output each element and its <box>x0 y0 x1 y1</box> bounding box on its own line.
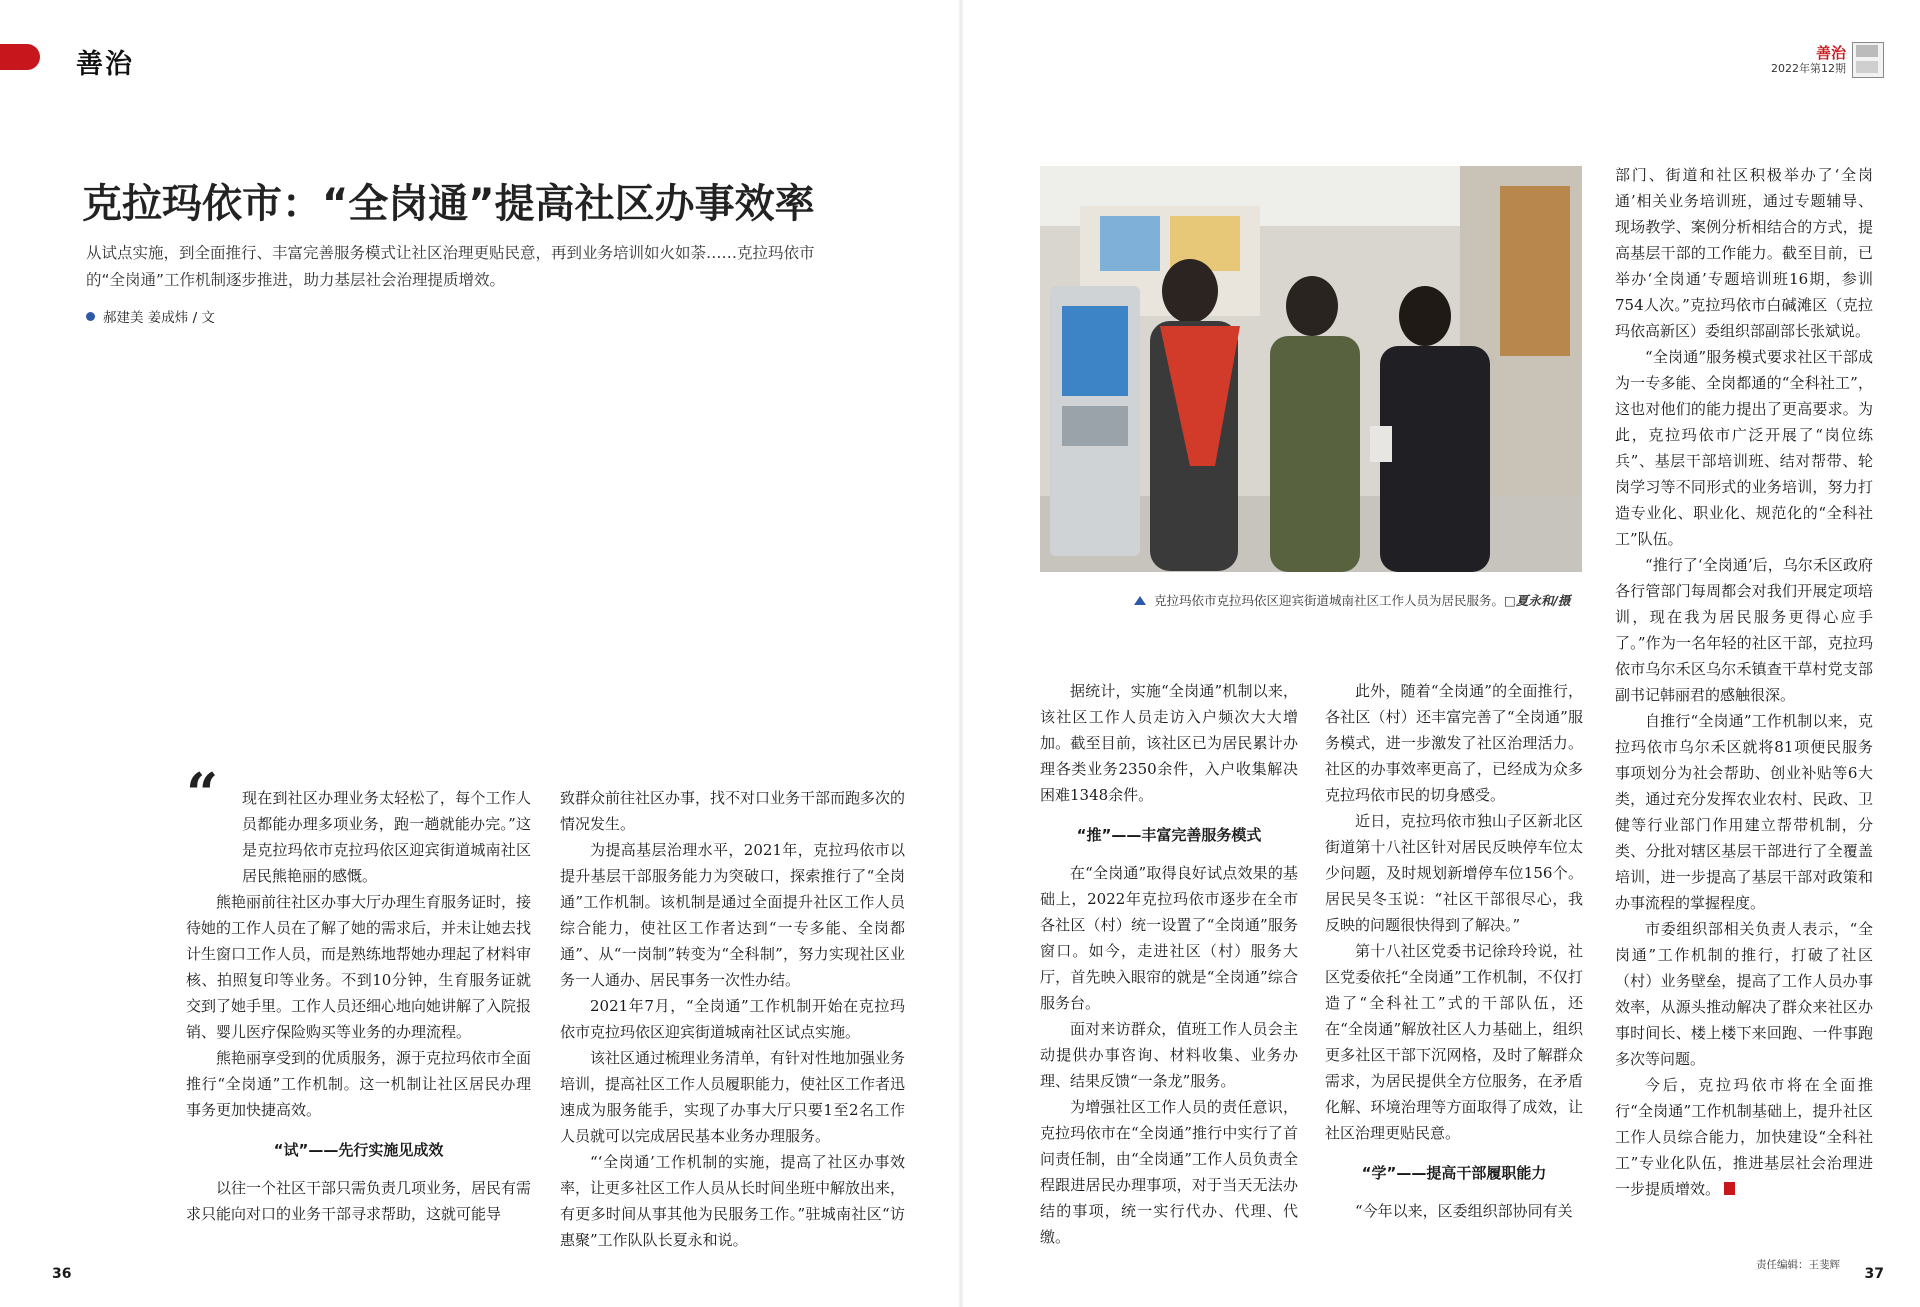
paragraph-text: 今后，克拉玛依市将在全面推行“全岗通”工作机制基础上，提升社区工作人员综合能力，加快建设“全科社工”专业化队伍，推进基层社会治理进一步提质增效。 <box>1615 1076 1873 1198</box>
page-number-left: 36 <box>52 1266 72 1282</box>
paragraph: 熊艳丽前往社区办事大厅办理生育服务证时，接待她的工作人员在了解了她的需求后，并未让她去找计生窗口工作人员，而是熟练地帮她办理起了材料审核、拍照复印等业务。不到10分钟，生育服务证就交到了她手里。工作人员还细心地向她讲解了入院报销、婴儿医疗保险购买等业务的办理流程。 <box>186 893 532 1041</box>
paragraph: 2021年7月，“全岗通”工作机制开始在克拉玛依市克拉玛依区迎宾街道城南社区试点实施。 <box>560 997 905 1041</box>
bullet-icon <box>86 312 95 321</box>
column-1 <box>186 785 531 1227</box>
column-5 <box>1615 162 1873 1202</box>
subheading: “推”——丰富完善服务模式 <box>1076 826 1262 844</box>
paragraph: 部门、街道和社区积极举办了‘全岗通’相关业务培训班，通过专题辅导、现场教学、案例分析相结合的方式，提高基层干部的工作能力。截至目前，已举办‘全岗通’专题培训班16期，参训754人次。”克拉玛依市白碱滩区（克拉玛依高新区）委组织部副部长张斌说。 <box>1615 166 1873 340</box>
photo-illustration <box>1040 166 1582 572</box>
paragraph <box>1615 1072 1873 1202</box>
byline-text: 郝建美 姜成炜 / 文 <box>103 310 215 326</box>
paragraph: “推行了‘全岗通’后，乌尔禾区政府各行管部门每周都会对我们开展定项培训，现在我为居民服务更得心应手了。”作为一名年轻的社区干部，克拉玛依市乌尔禾区乌尔禾镇查干草村党支部副书记韩丽君的感触很深。 <box>1615 556 1873 704</box>
section-label: 善治 <box>76 49 134 80</box>
quote-mark-icon: “ <box>186 761 219 827</box>
caption-triangle-icon <box>1134 596 1146 605</box>
article-photo <box>1040 166 1582 572</box>
paragraph: 在“全岗通”取得良好试点效果的基础上，2022年克拉玛依市逐步在全市各社区（村）统一设置了“全岗通”服务窗口。如今，走进社区（村）服务大厅，首先映入眼帘的就是“全岗通”综合服务台。 <box>1040 864 1298 1012</box>
caption-text: 克拉玛依市克拉玛依区迎宾街道城南社区工作人员为居民服务。 <box>1154 593 1505 608</box>
article-title: 克拉玛依市：“全岗通”提高社区办事效率 <box>82 181 815 227</box>
magazine-logo-icon <box>1852 42 1884 78</box>
paragraph: 致群众前往社区办事，找不对口业务干部而跑多次的情况发生。 <box>560 789 906 833</box>
photo-caption <box>1134 591 1570 609</box>
paragraph: 第十八社区党委书记徐玲玲说，社区党委依托“全岗通”工作机制，不仅打造了“全科社工”式的干部队伍，还在“全岗通”解放社区人力基础上，组织更多社区干部下沉网格，及时了解群众需求，为居民提供全方位服务，在矛盾化解、环境治理等方面取得了成效，让社区治理更贴民意。 <box>1325 942 1583 1142</box>
paragraph: 为提高基层治理水平，2021年，克拉玛依市以提升基层干部服务能力为突破口，探索推行了“全岗通”工作机制。该机制是通过全面提升社区工作人员综合能力，使社区工作者达到“一专多能、全岗都通”、从“一岗制”转变为“全科制”，努力实现社区业务一人通办、居民事务一次性办结。 <box>560 841 905 989</box>
article-lead: 从试点实施，到全面推行、丰富完善服务模式让社区治理更贴民意，再到业务培训如火如荼……克拉玛依市的“全岗通”工作机制逐步推进，助力基层社会治理提质增效。 <box>86 244 815 289</box>
column-4 <box>1325 678 1583 1224</box>
magazine-header-right <box>1694 42 1884 82</box>
paragraph: 市委组织部相关负责人表示，“全岗通”工作机制的推行，打破了社区（村）业务壁垒，提高了工作人员办事效率，从源头推动解决了群众来社区办事时间长、楼上楼下来回跑、一件事跑多次等问题。 <box>1615 920 1873 1068</box>
byline <box>86 306 215 326</box>
paragraph: 现在到社区办理业务太轻松了，每个工作人员都能办理多项业务，跑一趟就能办完。”这是克拉玛依市克拉玛依区迎宾街道城南社区居民熊艳丽的感慨。 <box>242 789 531 885</box>
section-tab-marker <box>0 44 40 70</box>
end-mark-icon <box>1724 1182 1735 1195</box>
paragraph: 该社区通过梳理业务清单，有针对性地加强业务培训，提高社区工作人员履职能力，使社区工作者迅速成为服务能手，实现了办事大厅只要1至2名工作人员就可以完成居民基本业务办理服务。 <box>560 1049 906 1145</box>
subheading: “学”——提高干部履职能力 <box>1361 1164 1547 1182</box>
paragraph: 此外，随着“全岗通”的全面推行，各社区（村）还丰富完善了“全岗通”服务模式，进一步激发了社区治理活力。社区的办事效率更高了，已经成为众多克拉玛依市民的切身感受。 <box>1325 682 1583 804</box>
paragraph: 据统计，实施“全岗通”机制以来，该社区工作人员走访入户频次大大增加。截至目前，该社区已为居民累计办理各类业务2350余件，入户收集解决困难1348余件。 <box>1040 682 1298 804</box>
paragraph: 以往一个社区干部只需负责几项业务，居民有需求只能向对口的业务干部寻求帮助，这就可能导 <box>186 1179 532 1223</box>
page-number-right: 37 <box>1864 1266 1884 1282</box>
section-label-right: 善治 <box>1815 44 1846 62</box>
paragraph: “今年以来，区委组织部协同有关 <box>1355 1202 1573 1220</box>
paragraph: 自推行“全岗通”工作机制以来，克拉玛依市乌尔禾区就将81项便民服务事项划分为社会帮助、创业补贴等6大类，通过充分发挥农业农村、民政、卫健等行业部门作用建立帮带机制，分类、分批对辖区基层干部进行了全覆盖培训，进一步提高了基层干部对政策和办事流程的掌握程度。 <box>1615 712 1873 912</box>
column-3 <box>1040 678 1298 1250</box>
column-2 <box>560 785 905 1253</box>
paragraph: 熊艳丽享受到的优质服务，源于克拉玛依市全面推行“全岗通”工作机制。这一机制让社区居民办理事务更加快捷高效。 <box>186 1049 532 1119</box>
paragraph: “全岗通”服务模式要求社区干部成为一专多能、全岗都通的“全科社工”，这也对他们的能力提出了更高要求。为此，克拉玛依市广泛开展了“岗位练兵”、基层干部培训班、结对帮带、轮岗学习等不同形式的业务培训，努力打造专业化、职业化、规范化的“全科社工”队伍。 <box>1615 348 1873 548</box>
photo-credit: □夏永和/摄 <box>1504 593 1571 608</box>
paragraph: 面对来访群众，值班工作人员会主动提供办事咨询、材料收集、业务办理、结果反馈“一条龙”服务。 <box>1040 1020 1298 1090</box>
paragraph: 为增强社区工作人员的责任意识，克拉玛依市在“全岗通”推行中实行了首问责任制，由“全岗通”工作人员负责全程跟进居民办理事项，对于当天无法办结的事项，统一实行代办、代理、代缴。 <box>1040 1098 1298 1246</box>
editor-credit: 责任编辑：王斐辉 <box>1756 1259 1840 1271</box>
paragraph: 近日，克拉玛依市独山子区新北区街道第十八社区针对居民反映停车位太少问题，及时规划新增停车位156个。居民吴冬玉说：“社区干部很尽心，我反映的问题很快得到了解决。” <box>1325 812 1583 934</box>
paragraph: “‘全岗通’工作机制的实施，提高了社区办事效率，让更多社区工作人员从长时间坐班中解放出来，有更多时间从事其他为民服务工作。”驻城南社区“访惠聚”工作队队长夏永和说。 <box>560 1153 906 1249</box>
issue-label: 2022年第12期 <box>1771 62 1846 75</box>
subheading: “试”——先行实施见成效 <box>273 1141 444 1159</box>
